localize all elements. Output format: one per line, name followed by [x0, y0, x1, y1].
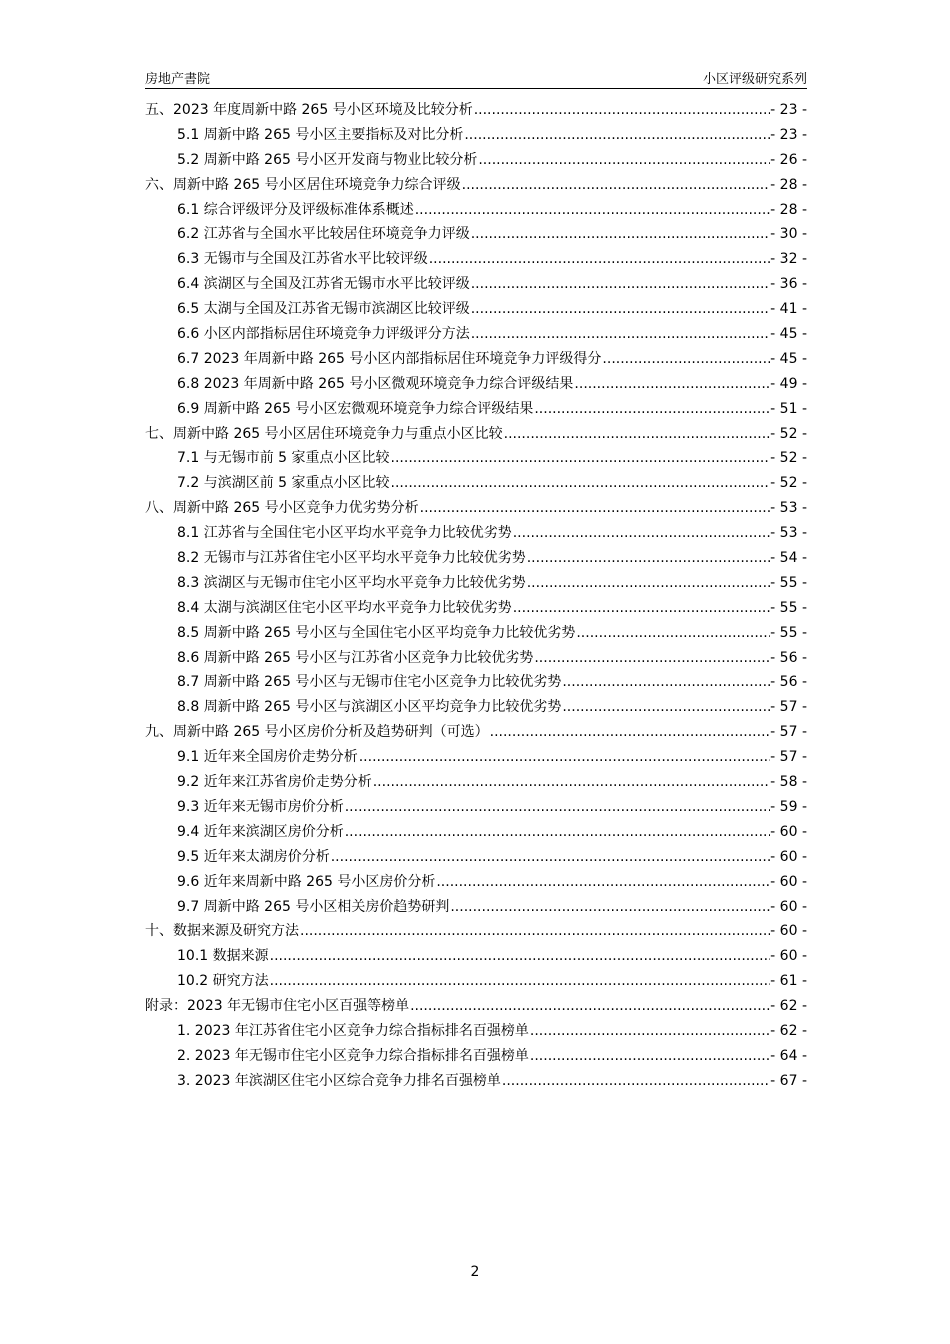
toc-entry-title: 6.2 江苏省与全国水平比较居住环境竞争力评级 [177, 226, 470, 243]
toc-entry-title: 十、数据来源及研究方法 [145, 923, 299, 940]
toc-section-entry[interactable] [145, 323, 807, 348]
toc-chapter-entry[interactable] [145, 497, 807, 522]
toc-section-entry[interactable] [145, 597, 807, 622]
toc-entry-page: - 60 - [770, 823, 807, 840]
toc-entry-title: 9.4 近年来滨湖区房价分析 [177, 823, 344, 840]
toc-entry-title: 6.1 综合评级评分及评级标准体系概述 [177, 201, 414, 218]
toc-entry-title: 8.2 无锡市与江苏省住宅小区平均水平竞争力比较优劣势 [177, 550, 526, 567]
toc-dot-leader [410, 998, 770, 1014]
toc-entry-title: 6.9 周新中路 265 号小区宏微观环境竞争力综合评级结果 [177, 400, 534, 417]
toc-section-entry[interactable] [145, 149, 807, 174]
toc-entry-page: - 36 - [770, 276, 807, 293]
toc-entry-page: - 41 - [770, 301, 807, 318]
toc-dot-leader [474, 102, 770, 118]
toc-section-entry[interactable] [145, 1045, 807, 1070]
toc-entry-page: - 57 - [770, 699, 807, 716]
toc-entry-page: - 60 - [770, 923, 807, 940]
toc-entry-title: 9.6 近年来周新中路 265 号小区房价分析 [177, 873, 436, 890]
toc-entry-title: 6.8 2023 年周新中路 265 号小区微观环境竞争力综合评级结果 [177, 375, 574, 392]
toc-entry-page: - 23 - [770, 126, 807, 143]
toc-section-entry[interactable] [145, 896, 807, 921]
toc-entry-title: 8.3 滨湖区与无锡市住宅小区平均水平竞争力比较优劣势 [177, 574, 526, 591]
toc-entry-title: 6.7 2023 年周新中路 265 号小区内部指标居住环境竞争力评级得分 [177, 350, 602, 367]
toc-chapter-entry[interactable] [145, 721, 807, 746]
toc-entry-title: 6.3 无锡市与全国及江苏省水平比较评级 [177, 251, 428, 268]
toc-entry-page: - 55 - [770, 624, 807, 641]
toc-dot-leader [504, 426, 771, 442]
toc-dot-leader [429, 251, 770, 267]
toc-dot-leader [513, 525, 770, 541]
toc-dot-leader [345, 799, 770, 815]
toc-entry-title: 5.2 周新中路 265 号小区开发商与物业比较分析 [177, 151, 478, 168]
toc-entry-page: - 58 - [770, 774, 807, 791]
toc-dot-leader [436, 874, 770, 890]
toc-entry-title: 9.1 近年来全国房价走势分析 [177, 749, 358, 766]
toc-chapter-entry[interactable] [145, 995, 807, 1020]
toc-dot-leader [471, 276, 770, 292]
toc-entry-title: 9.2 近年来江苏省房价走势分析 [177, 774, 372, 791]
toc-entry-title: 8.6 周新中路 265 号小区与江苏省小区竞争力比较优劣势 [177, 649, 534, 666]
toc-entry-title: 六、周新中路 265 号小区居住环境竞争力综合评级 [145, 176, 461, 193]
toc-entry-page: - 61 - [770, 973, 807, 990]
toc-dot-leader [502, 1073, 770, 1089]
toc-entry-page: - 30 - [770, 226, 807, 243]
toc-entry-page: - 57 - [770, 749, 807, 766]
toc-entry-title: 8.1 江苏省与全国住宅小区平均水平竞争力比较优劣势 [177, 525, 512, 542]
toc-section-entry[interactable] [145, 547, 807, 572]
toc-dot-leader [602, 351, 770, 367]
toc-section-entry[interactable] [145, 945, 807, 970]
toc-section-entry[interactable] [145, 124, 807, 149]
toc-dot-leader [471, 301, 770, 317]
toc-entry-page: - 53 - [770, 525, 807, 542]
toc-entry-title: 3. 2023 年滨湖区住宅小区综合竞争力排名百强榜单 [177, 1072, 501, 1089]
toc-dot-leader [527, 550, 770, 566]
toc-dot-leader [331, 849, 770, 865]
toc-dot-leader [270, 973, 771, 989]
toc-entry-title: 8.4 太湖与滨湖区住宅小区平均水平竞争力比较优劣势 [177, 599, 512, 616]
toc-dot-leader [574, 376, 770, 392]
page-number: 2 [470, 1264, 480, 1280]
toc-dot-leader [534, 401, 770, 417]
toc-dot-leader [471, 226, 770, 242]
toc-entry-title: 9.5 近年来太湖房价分析 [177, 848, 330, 865]
toc-entry-page: - 45 - [770, 326, 807, 343]
toc-chapter-entry[interactable] [145, 99, 807, 124]
toc-section-entry[interactable] [145, 647, 807, 672]
toc-dot-leader [345, 824, 770, 840]
header-series-title: 小区评级研究系列 [702, 72, 807, 87]
toc-entry-page: - 45 - [770, 350, 807, 367]
toc-section-entry[interactable] [145, 746, 807, 771]
toc-dot-leader [478, 152, 770, 168]
toc-dot-leader [464, 127, 770, 143]
toc-dot-leader [530, 1048, 770, 1064]
toc-entry-title: 8.5 周新中路 265 号小区与全国住宅小区平均竞争力比较优劣势 [177, 624, 576, 641]
toc-section-entry[interactable] [145, 771, 807, 796]
toc-dot-leader [527, 575, 770, 591]
toc-entry-page: - 52 - [770, 450, 807, 467]
toc-section-entry[interactable] [145, 821, 807, 846]
toc-section-entry[interactable] [145, 696, 807, 721]
toc-entry-page: - 60 - [770, 873, 807, 890]
toc-section-entry[interactable] [145, 846, 807, 871]
toc-dot-leader [420, 500, 771, 516]
toc-entry-page: - 67 - [770, 1072, 807, 1089]
toc-section-entry[interactable] [145, 1020, 807, 1045]
toc-entry-title: 九、周新中路 265 号小区房价分析及趋势研判（可选） [145, 724, 489, 741]
toc-entry-title: 5.1 周新中路 265 号小区主要指标及对比分析 [177, 126, 464, 143]
toc-entry-title: 7.2 与滨湖区前 5 家重点小区比较 [177, 475, 390, 492]
header-publisher: 房地产書院 [145, 72, 211, 87]
toc-dot-leader [270, 948, 771, 964]
toc-section-entry[interactable] [145, 796, 807, 821]
toc-entry-title: 8.8 周新中路 265 号小区与滨湖区小区平均竞争力比较优劣势 [177, 699, 562, 716]
toc-section-entry[interactable] [145, 622, 807, 647]
toc-dot-leader [462, 177, 771, 193]
toc-entry-page: - 59 - [770, 798, 807, 815]
toc-section-entry[interactable] [145, 472, 807, 497]
toc-entry-page: - 52 - [770, 475, 807, 492]
toc-entry-page: - 26 - [770, 151, 807, 168]
toc-entry-page: - 60 - [770, 898, 807, 915]
toc-entry-title: 附录：2023 年无锡市住宅小区百强等榜单 [145, 998, 410, 1015]
toc-entry-title: 八、周新中路 265 号小区竞争力优劣势分析 [145, 500, 419, 517]
toc-section-entry[interactable] [145, 671, 807, 696]
toc-section-entry[interactable] [145, 373, 807, 398]
toc-entry-title: 9.7 周新中路 265 号小区相关房价趋势研判 [177, 898, 450, 915]
toc-section-entry[interactable] [145, 223, 807, 248]
toc-section-entry[interactable] [145, 398, 807, 423]
toc-entry-title: 9.3 近年来无锡市房价分析 [177, 798, 344, 815]
toc-dot-leader [576, 625, 770, 641]
page-header [145, 66, 807, 89]
toc-entry-title: 6.6 小区内部指标居住环境竞争力评级评分方法 [177, 326, 470, 343]
toc-entry-title: 10.2 研究方法 [177, 973, 269, 990]
toc-section-entry[interactable] [145, 1070, 807, 1095]
toc-entry-page: - 32 - [770, 251, 807, 268]
toc-dot-leader [530, 1023, 770, 1039]
toc-section-entry[interactable] [145, 970, 807, 995]
toc-entry-page: - 62 - [770, 1022, 807, 1039]
toc-dot-leader [391, 475, 771, 491]
toc-entry-title: 7.1 与无锡市前 5 家重点小区比较 [177, 450, 390, 467]
toc-dot-leader [450, 899, 770, 915]
toc-section-entry[interactable] [145, 522, 807, 547]
toc-dot-leader [562, 699, 770, 715]
toc-entry-title: 6.5 太湖与全国及江苏省无锡市滨湖区比较评级 [177, 301, 470, 318]
toc-entry-page: - 28 - [770, 201, 807, 218]
toc-chapter-entry[interactable] [145, 920, 807, 945]
toc-entry-page: - 57 - [770, 724, 807, 741]
toc-entry-title: 8.7 周新中路 265 号小区与无锡市住宅小区竞争力比较优劣势 [177, 674, 562, 691]
toc-entry-page: - 55 - [770, 574, 807, 591]
toc-dot-leader [490, 724, 771, 740]
toc-chapter-entry[interactable] [145, 174, 807, 199]
toc-section-entry[interactable] [145, 273, 807, 298]
toc-section-entry[interactable] [145, 447, 807, 472]
toc-entry-page: - 56 - [770, 649, 807, 666]
toc-section-entry[interactable] [145, 298, 807, 323]
toc-entry-page: - 52 - [770, 425, 807, 442]
toc-section-entry[interactable] [145, 248, 807, 273]
toc-entry-page: - 55 - [770, 599, 807, 616]
toc-entry-title: 6.4 滨湖区与全国及江苏省无锡市水平比较评级 [177, 276, 470, 293]
toc-entry-title: 七、周新中路 265 号小区居住环境竞争力与重点小区比较 [145, 425, 503, 442]
toc-section-entry[interactable] [145, 348, 807, 373]
toc-entry-page: - 56 - [770, 674, 807, 691]
toc-dot-leader [391, 450, 771, 466]
toc-section-entry[interactable] [145, 871, 807, 896]
toc-entry-page: - 23 - [770, 102, 807, 118]
toc-entry-page: - 60 - [770, 948, 807, 965]
toc-dot-leader [471, 326, 770, 342]
toc-entry-page: - 53 - [770, 500, 807, 517]
toc-section-entry[interactable] [145, 572, 807, 597]
toc-dot-leader [373, 774, 770, 790]
toc-dot-leader [359, 749, 770, 765]
toc-dot-leader [513, 600, 770, 616]
toc-entry-page: - 64 - [770, 1047, 807, 1064]
toc-dot-leader [300, 923, 770, 939]
toc-dot-leader [562, 674, 770, 690]
toc-dot-leader [415, 202, 770, 218]
table-of-contents [145, 99, 807, 1095]
toc-entry-page: - 62 - [770, 998, 807, 1015]
toc-entry-page: - 51 - [770, 400, 807, 417]
toc-entry-title: 五、2023 年度周新中路 265 号小区环境及比较分析 [145, 102, 473, 118]
toc-entry-page: - 49 - [770, 375, 807, 392]
toc-dot-leader [534, 650, 770, 666]
toc-section-entry[interactable] [145, 199, 807, 224]
toc-entry-page: - 54 - [770, 550, 807, 567]
toc-chapter-entry[interactable] [145, 423, 807, 448]
toc-entry-page: - 28 - [770, 176, 807, 193]
toc-entry-title: 2. 2023 年无锡市住宅小区竞争力综合指标排名百强榜单 [177, 1047, 529, 1064]
toc-entry-title: 1. 2023 年江苏省住宅小区竞争力综合指标排名百强榜单 [177, 1022, 529, 1039]
toc-entry-page: - 60 - [770, 848, 807, 865]
toc-entry-title: 10.1 数据来源 [177, 948, 269, 965]
